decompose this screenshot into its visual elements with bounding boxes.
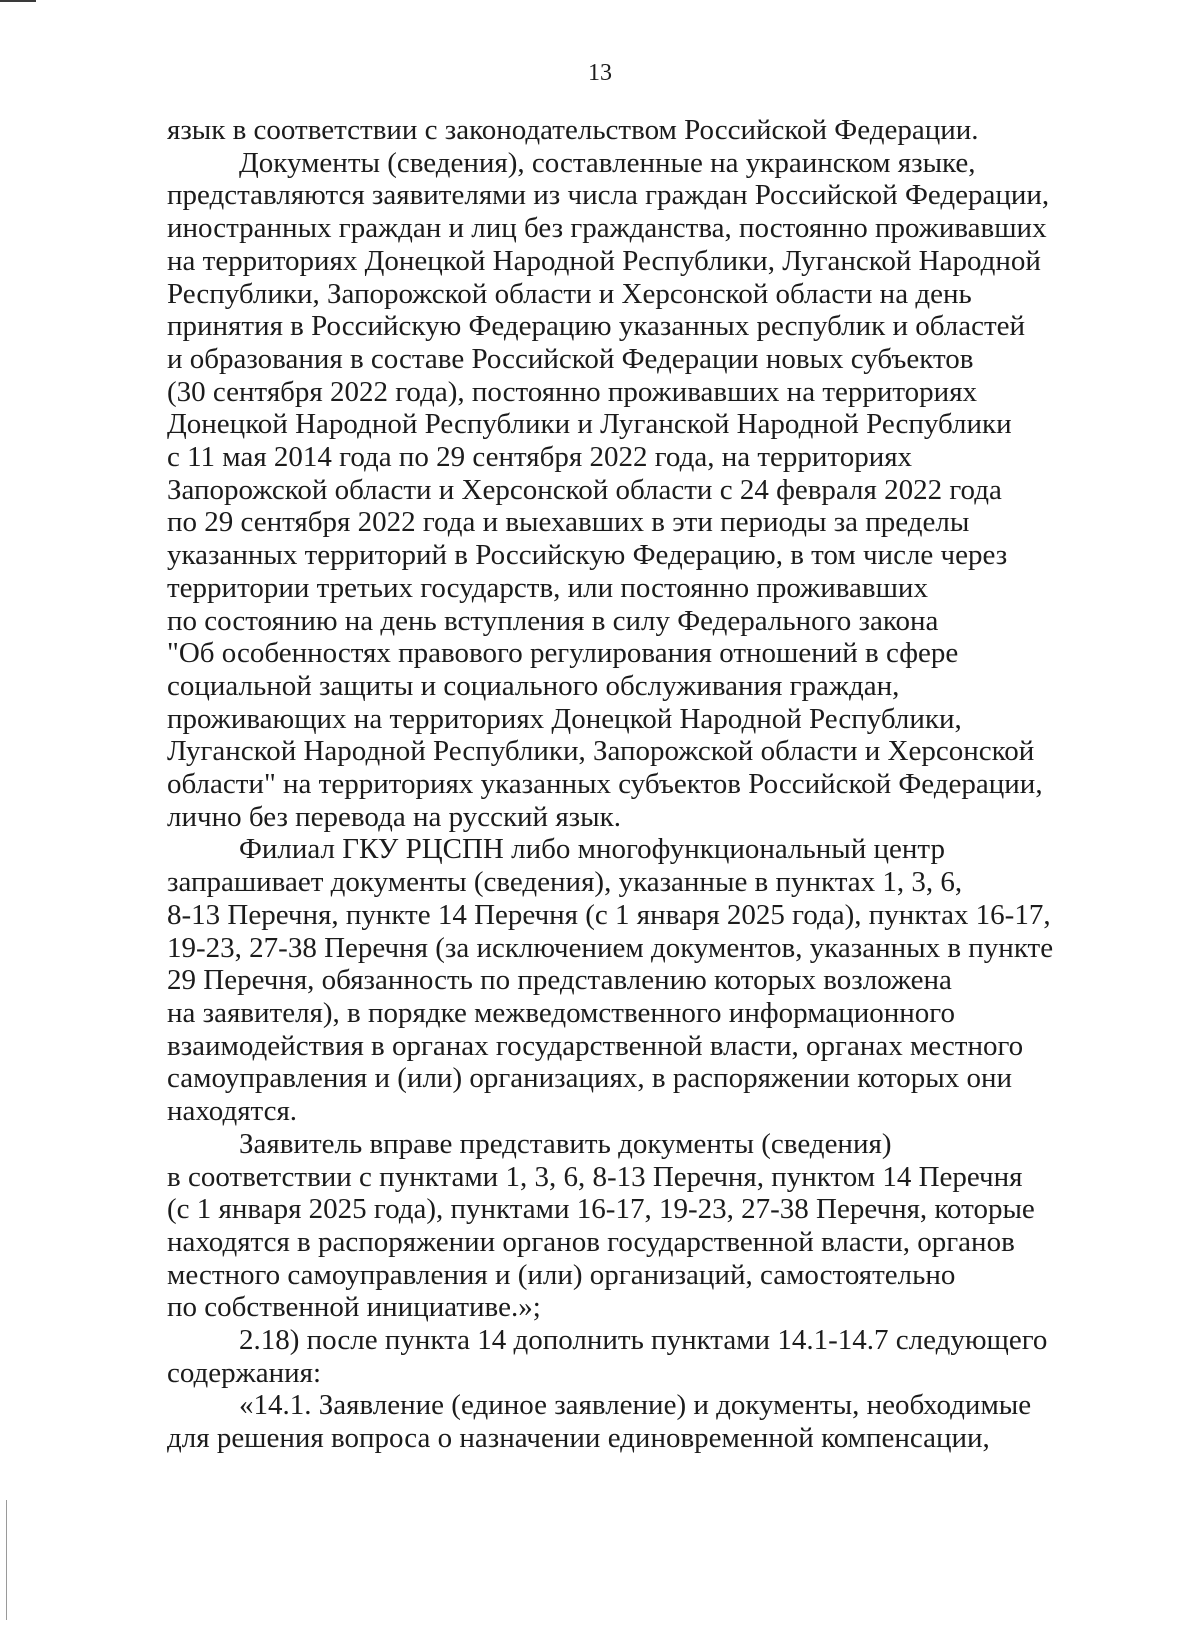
paragraph-amendment-2-18: 2.18) после пункта 14 дополнить пунктами 14.1-14.7 следующего содержания: bbox=[167, 1324, 1048, 1389]
paragraph-applicant-right: Заявитель вправе представить документы (сведения) в соответствии с пунктами 1, 3, 6, 8-13 Перечня, пунктом 14 Перечня (с 1 января 2025 года), пунктами 16-17, 19-23, 27-38 Перечня, которые находятся в распоряжении органов государственной власти, органов местного самоуправления и (или) организаций, самостоятельно по собственной инициативе.»; bbox=[167, 1127, 1035, 1324]
paragraph-ukrainian-documents: Документы (сведения), составленные на украинском языке, представляются заявителями из числа граждан Российской Федерации, иностранных граждан и лиц без гражданства, постоянно проживавших на территориях Донецкой Народной Республики, Луганской Народной Республики, Запорожской области и Херсонской области на день принятия в Российскую Федерацию указанных республик и областей и образования в составе Российской Федерации новых субъектов (30 сентября 2022 года), постоянно проживавших на территориях Донецкой Народной Республики и Луганской Народной Республики с 11 мая 2014 года по 29 сентября 2022 года, на территориях Запорожской области и Херсонской области с 24 февраля 2022 года по 29 сентября 2022 года и выехавших в эти периоды за пределы указанных территорий в Российскую Федерацию, в том числе через территории третьих государств, или постоянно проживавших по состоянию на день вступления в силу Федерального закона "Об особенностях правового регулирования отношений в сфере социальной защиты и социального обслуживания граждан, проживающих на территориях Донецкой Народной Республики, Луганской Народной Республики, Запорожской области и Херсонской области" на территориях указанных субъектов Российской Федерации, лично без перевода на русский язык. bbox=[167, 146, 1050, 833]
paragraph-interagency-request: Филиал ГКУ РЦСПН либо многофункциональный центр запрашивает документы (сведения), указанные в пунктах 1, 3, 6, 8-13 Перечня, пункте 14 Перечня (с 1 января 2025 года), пунктах 16-17, 19-23, 27-38 Перечня (за исключением документов, указанных в пункте 29 Перечня, обязанность по представлению которых возложена на заявителя), в порядке межведомственного информационного взаимодействия в органах государственной власти, органах местного самоуправления и (или) организациях, в распоряжении которых они находятся. bbox=[167, 833, 1054, 1128]
scan-edge-line bbox=[6, 1500, 7, 1620]
scan-edge-mark bbox=[0, 0, 36, 2]
page-number: 13 bbox=[588, 60, 612, 86]
paragraph-continuation: язык в соответствии с законодательством Российской Федерации. bbox=[167, 114, 979, 146]
document-body bbox=[167, 114, 1119, 1455]
paragraph-item-14-1: «14.1. Заявление (единое заявление) и документы, необходимые для решения вопроса о назначении единовременной компенсации, bbox=[167, 1389, 1032, 1455]
